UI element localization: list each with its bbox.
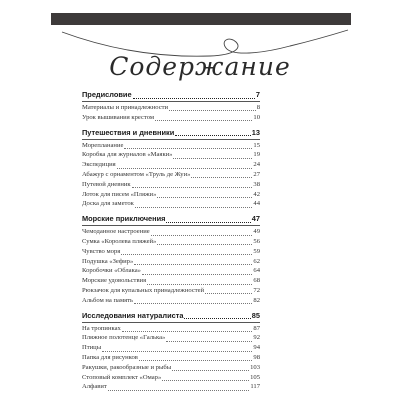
toc-entry[interactable] xyxy=(82,237,260,247)
toc-entry[interactable] xyxy=(82,296,260,306)
dot-leader xyxy=(184,312,250,319)
toc-section xyxy=(82,127,260,210)
section-divider xyxy=(82,225,260,226)
toc-entry[interactable] xyxy=(82,170,260,180)
toc-entry-page-number: 82 xyxy=(253,296,260,304)
toc-entry-label: Алфавит xyxy=(82,383,107,391)
toc-entry-label: Коробка для журналов «Маяки» xyxy=(82,151,173,159)
toc-entry-label: Стоповый комплект «Омар» xyxy=(82,373,162,381)
dot-leader xyxy=(175,129,251,136)
toc-entry[interactable] xyxy=(82,190,260,200)
toc-entry-page-number: 62 xyxy=(253,257,260,265)
toc-entry-page-number: 10 xyxy=(253,113,260,121)
toc-entry[interactable] xyxy=(82,266,260,276)
dot-leader xyxy=(147,278,252,285)
toc-entry-label: Подушка «Зефир» xyxy=(82,257,134,265)
toc-section-heading-label: Путешествия и дневники xyxy=(82,127,175,137)
toc-entry-page-number: 105 xyxy=(250,373,260,381)
dot-leader xyxy=(139,354,253,361)
toc-entry-label: Птицы xyxy=(82,344,102,352)
dot-leader xyxy=(117,162,253,169)
dot-leader xyxy=(134,297,252,304)
toc-entry-label: Лоток для писем «Пляжи» xyxy=(82,190,157,198)
toc-entry[interactable] xyxy=(82,333,260,343)
dot-leader xyxy=(173,152,252,159)
toc-entry-label: Экспедиция xyxy=(82,161,116,169)
toc-entry-page-number: 94 xyxy=(253,344,260,352)
dot-leader xyxy=(157,191,252,198)
toc-section-heading-label: Морские приключения xyxy=(82,214,166,224)
toc-entry-label: Доска для заметок xyxy=(82,200,134,208)
toc-entry-page-number: 27 xyxy=(253,170,260,178)
dot-leader xyxy=(108,384,250,391)
toc-entry-label: Абажур с орнаментом «Труль де Жуи» xyxy=(82,170,191,178)
dot-leader xyxy=(135,201,253,208)
dot-leader xyxy=(169,104,256,111)
toc-entry-label: На тропинках xyxy=(82,324,121,332)
toc-entry[interactable] xyxy=(82,150,260,160)
toc-section-heading[interactable] xyxy=(82,213,260,225)
toc-entry-page-number: 117 xyxy=(250,383,260,391)
toc-entry-label: Коробочки «Облака» xyxy=(82,267,141,275)
toc-entry-page-number: 59 xyxy=(253,247,260,255)
toc-entry[interactable] xyxy=(82,353,260,363)
toc-entry-page-number: 103 xyxy=(250,363,260,371)
toc-entry-page-number: 24 xyxy=(253,161,260,169)
dot-leader xyxy=(124,142,252,149)
toc-section-heading[interactable] xyxy=(82,310,260,322)
toc-entry-label: Чувство моря xyxy=(82,247,121,255)
dot-leader xyxy=(132,181,253,188)
toc-entry-label: Чемоданное настроение xyxy=(82,228,150,236)
toc-entry[interactable] xyxy=(82,180,260,190)
toc-entry[interactable] xyxy=(82,141,260,151)
toc-entry-label: Урок вышивания крестом xyxy=(82,113,155,121)
toc-entry-page-number: 15 xyxy=(253,141,260,149)
toc-section xyxy=(82,89,260,123)
toc-entry[interactable] xyxy=(82,257,260,267)
dot-leader xyxy=(155,114,252,121)
top-decorative-bar xyxy=(51,13,351,25)
toc-entry-label: Пляжное полотенце «Галька» xyxy=(82,334,166,342)
toc-entry-page-number: 92 xyxy=(253,334,260,342)
toc-entry[interactable] xyxy=(82,113,260,123)
toc-entry[interactable] xyxy=(82,199,260,209)
dot-leader xyxy=(133,92,255,99)
toc-section-heading-page-number: 13 xyxy=(251,127,260,137)
toc-entry-page-number: 49 xyxy=(253,228,260,236)
toc-entry-label: Альбом на память xyxy=(82,296,134,304)
dot-leader xyxy=(134,258,252,265)
toc-entry[interactable] xyxy=(82,382,260,392)
dot-leader xyxy=(102,345,252,352)
section-divider xyxy=(82,101,260,102)
toc-entry-page-number: 38 xyxy=(253,180,260,188)
toc-entry-label: Материалы и принадлежности xyxy=(82,104,169,111)
toc-entry-page-number: 19 xyxy=(253,151,260,159)
toc-section-heading-page-number: 85 xyxy=(251,310,260,320)
toc-section-heading-label: Предисловие xyxy=(82,90,132,99)
toc-entry-page-number: 87 xyxy=(253,324,260,332)
dot-leader xyxy=(122,325,253,332)
dot-leader xyxy=(191,171,252,178)
dot-leader xyxy=(166,335,252,342)
toc-section-heading-label: Исследования натуралиста xyxy=(82,310,184,320)
dot-leader xyxy=(157,238,252,245)
toc-title: Содержание xyxy=(109,52,291,81)
toc-section xyxy=(82,310,260,393)
dot-leader xyxy=(142,268,252,275)
dot-leader xyxy=(205,287,252,294)
toc-entry[interactable] xyxy=(82,286,260,296)
toc-entry-label: Ракушки, ракообразные и рыбы xyxy=(82,363,172,371)
toc-entry-page-number: 98 xyxy=(253,353,260,361)
toc-entry[interactable] xyxy=(82,103,260,113)
toc-entry-label: Путевой дневник xyxy=(82,180,131,188)
toc-entry-page-number: 44 xyxy=(253,200,260,208)
dot-leader xyxy=(162,374,249,381)
section-divider xyxy=(82,322,260,323)
toc-entry-label: Морские удовольствия xyxy=(82,277,147,285)
toc-entry-page-number: 42 xyxy=(253,190,260,198)
toc-section-heading-page-number: 47 xyxy=(251,214,260,224)
toc-entry-label: Рюкзачок для купальных принадлежностей xyxy=(82,286,205,294)
toc-entry-page-number: 56 xyxy=(253,237,260,245)
toc-section-heading-page-number: 7 xyxy=(255,90,260,99)
toc-entry[interactable] xyxy=(82,363,260,373)
toc-entry[interactable] xyxy=(82,276,260,286)
toc-entry[interactable] xyxy=(82,227,260,237)
toc-entry[interactable] xyxy=(82,343,260,353)
dot-leader xyxy=(151,229,253,236)
toc-entry-label: Морепланание xyxy=(82,141,124,149)
table-of-contents xyxy=(82,89,260,396)
toc-entry-label: Папка для рисунков xyxy=(82,353,138,361)
toc-entry[interactable] xyxy=(82,324,260,334)
toc-entry-page-number: 64 xyxy=(253,267,260,275)
dot-leader xyxy=(172,364,249,371)
toc-entry-label: Сумка «Королева пляжей» xyxy=(82,237,157,245)
dot-leader xyxy=(121,248,252,255)
toc-section xyxy=(82,213,260,305)
section-divider xyxy=(82,139,260,140)
toc-entry[interactable] xyxy=(82,247,260,257)
toc-entry[interactable] xyxy=(82,373,260,383)
toc-entry-page-number: 8 xyxy=(256,104,260,111)
toc-entry-page-number: 72 xyxy=(253,286,260,294)
toc-entry[interactable] xyxy=(82,160,260,170)
toc-entry-page-number: 68 xyxy=(253,277,260,285)
toc-section-heading[interactable] xyxy=(82,127,260,139)
dot-leader xyxy=(166,216,250,223)
toc-section-heading[interactable] xyxy=(82,89,260,101)
